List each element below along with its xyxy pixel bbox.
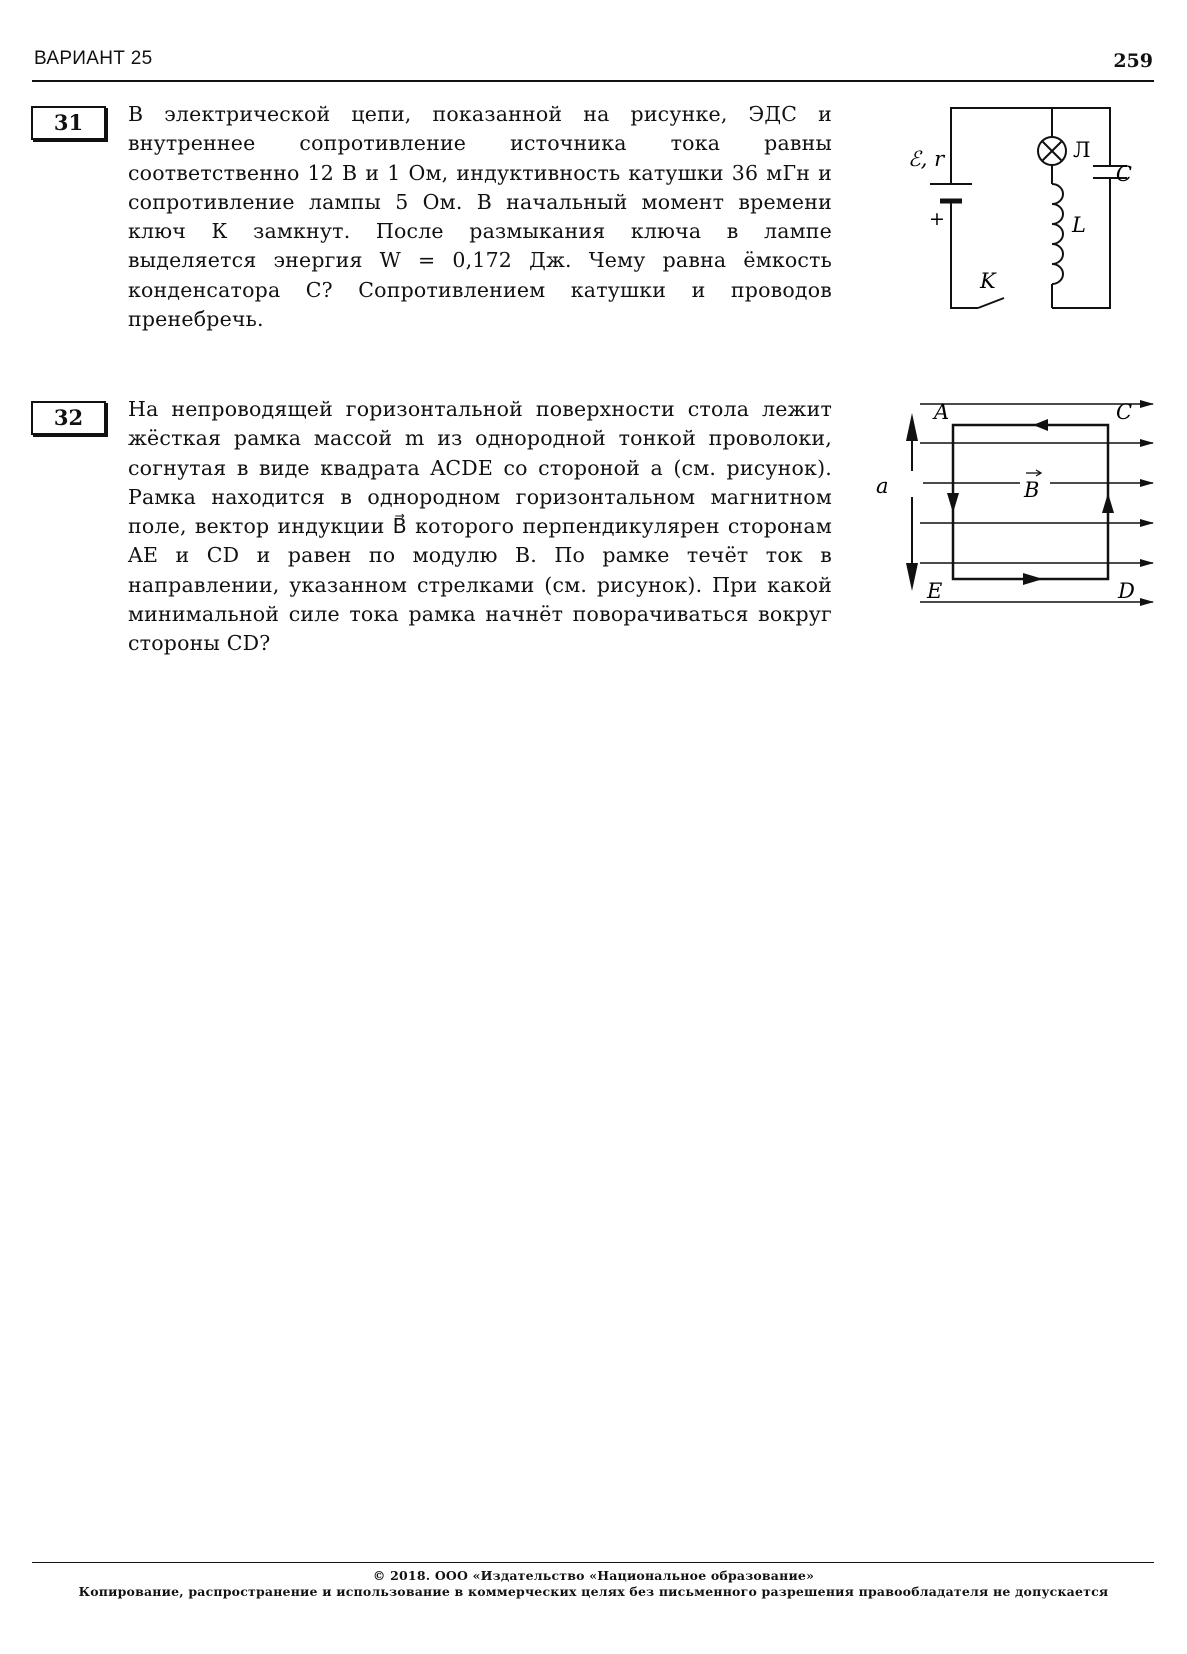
- current-arrow-right: [1102, 493, 1114, 513]
- footer-notice: Копирование, распространение и использование в коммерческих целях без письменного разрешения правообладателя не допускается: [78, 1584, 1109, 1599]
- inductor-label: L: [1072, 213, 1086, 237]
- task-number-box: 32: [31, 401, 106, 435]
- frame-diagram: [876, 395, 1155, 615]
- footer-copyright: © 2018. ООО «Издательство «Национальное образование»: [372, 1568, 815, 1583]
- page-number: 259: [1113, 50, 1153, 72]
- current-arrow-bottom: [1023, 573, 1043, 585]
- corner-a-label: A: [934, 400, 950, 424]
- emf-label: ℰ, r: [908, 147, 945, 171]
- field-vector-label: B: [1024, 478, 1040, 502]
- footer-divider: [32, 1562, 1154, 1563]
- corner-d-label: D: [1118, 579, 1135, 603]
- circuit-diagram: [900, 98, 1140, 318]
- circuit-wire-left: [951, 201, 978, 308]
- current-arrow-left: [947, 493, 959, 513]
- square-frame: [953, 425, 1108, 579]
- header-divider: [32, 80, 1154, 82]
- current-arrow-top: [1033, 419, 1048, 431]
- lamp-label: Л: [1073, 138, 1091, 162]
- corner-c-label: C: [1116, 400, 1133, 424]
- capacitor-label: C: [1115, 162, 1132, 186]
- corner-e-label: E: [927, 579, 943, 603]
- side-label: a: [876, 474, 889, 498]
- variant-title: ВАРИАНТ 25: [34, 48, 153, 69]
- plus-label: +: [929, 208, 945, 230]
- key-switch: [978, 298, 1004, 308]
- inductor-coil: [1052, 184, 1063, 284]
- task-text: В электрической цепи, показанной на рисунке, ЭДС и внутреннее сопротивление источника тока равны соответственно 12 В и 1 Ом, индуктивность катушки 36 мГн и сопротивление лампы 5 Ом. В начальный момент времени ключ К замкнут. После размыкания ключа в лампе выделяется энергия W = 0,172 Дж. Чему равна ёмкость конденсатора C? Сопротивлением катушки и проводов пренебречь.: [128, 102, 832, 332]
- key-label: K: [980, 269, 996, 293]
- task-text: На непроводящей горизонтальной поверхности стола лежит жёсткая рамка массой m из однородной тонкой проволоки, согнутая в виде квадрата ACDE со стороной a (см. рисунок). Рамка находится в однородном горизонтальном магнитном поле, вектор индукции B⃗ которого перпендикулярен сторонам AE и CD и равен по модулю B. По рамке течёт ток в направлении, указанном стрелками (см. рисунок). При какой минимальной силе тока рамка начнёт поворачиваться вокруг стороны CD?: [128, 397, 832, 656]
- task-number-box: 31: [31, 106, 106, 140]
